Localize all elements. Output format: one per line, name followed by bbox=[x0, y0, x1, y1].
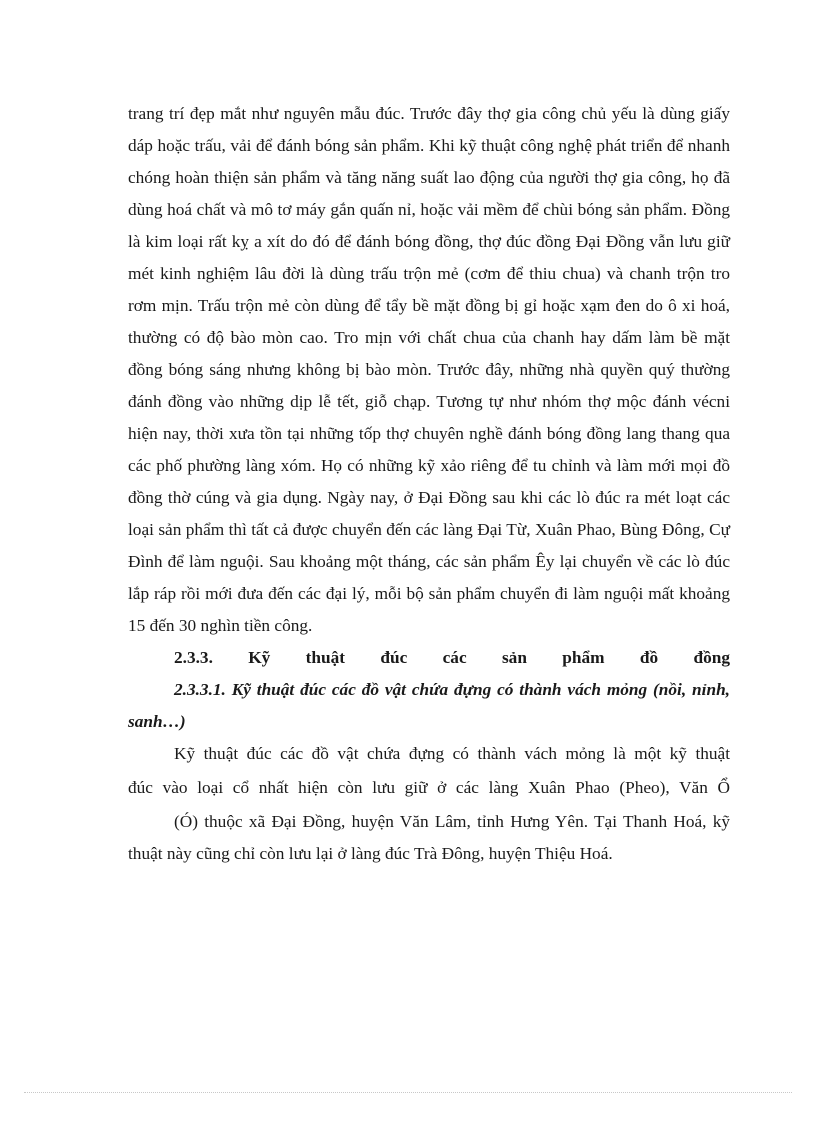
page-bottom-divider bbox=[24, 1092, 792, 1093]
paragraph-line: Kỹ thuật đúc các đồ vật chứa đựng có thành vách mỏng là một kỹ thuật bbox=[174, 744, 730, 763]
subsection-heading: 2.3.3.1. Kỹ thuật đúc các đồ vật chứa đựng có thành vách mỏng (nồi, nỉnh, sanh…) bbox=[128, 680, 730, 731]
section-heading: 2.3.3. Kỹ thuật đúc các sản phẩm đồ đồng bbox=[174, 648, 730, 667]
paragraph-bronze-polishing: trang trí đẹp mắt như nguyên mẫu đúc. Trước đây thợ gia công chủ yếu là dùng giấy dáp hoặc trấu, vải để đánh bóng sản phẩm. Khi kỹ thuật công nghệ phát triển để nhanh chóng hoàn thiện sản phẩm và tăng năng suất lao động của người thợ gia công, họ đã dùng hoá chất và mô tơ máy gắn quấn nỉ, hoặc vải mềm để chùi bóng sản phẩm. Đồng là kim loại rất kỵ a xít do đó để đánh bóng đồng, thợ đúc đồng Đại Đồng vẫn lưu giữ mét kinh nghiệm lâu đời là dùng trấu trộn mẻ (cơm để thiu chua) và chanh trộn tro rơm mịn. Trấu trộn mẻ còn dùng để tẩy bề mặt đồng bị gỉ hoặc xạm đen do ô xi hoá, thường có độ bào mòn cao. Tro mịn với chất chua của chanh hay dấm làm bề mặt đồng bóng sáng nhưng không bị bào mòn. Trước đây, những nhà quyền quý thường đánh đồng vào những dịp lễ tết, giỗ chạp. Tương tự như nhóm thợ mộc đánh vécni hiện nay, thời xưa tồn tại những tốp thợ chuyên nghề đánh bóng đồng lang thang qua các phố phường làng xóm. Họ có những kỹ xảo riêng để tu chỉnh và làm mới mọi đồ đồng thờ cúng và gia dụng. Ngày nay, ở Đại Đồng sau khi các lò đúc ra mét loạt các loại sản phẩm thì tất cả được chuyển đến các làng Đại Từ, Xuân Phao, Bùng Đông, Cự Đình để làm nguội. Sau khoảng một tháng, các sản phẩm Êy lại chuyển về các lò đúc lắp ráp rồi mới đưa đến các đại lý, mỗi bộ sản phẩm chuyển đi làm nguội mất khoảng 15 đến 30 nghìn tiền công. bbox=[128, 104, 730, 635]
paragraph-line: (Ó) thuộc xã Đại Đồng, huyện Văn Lâm, tỉnh Hưng Yên. Tại Thanh Hoá, kỹ thuật này cũng chỉ còn lưu lại ở làng đúc Trà Đông, huyện Thiệu Hoá. bbox=[128, 812, 730, 863]
paragraph-line: đúc vào loại cổ nhất hiện còn lưu giữ ở các làng Xuân Phao (Pheo), Văn Ổ bbox=[128, 778, 730, 797]
document-body bbox=[128, 98, 730, 870]
paragraph-thin-wall-casting bbox=[128, 738, 730, 870]
